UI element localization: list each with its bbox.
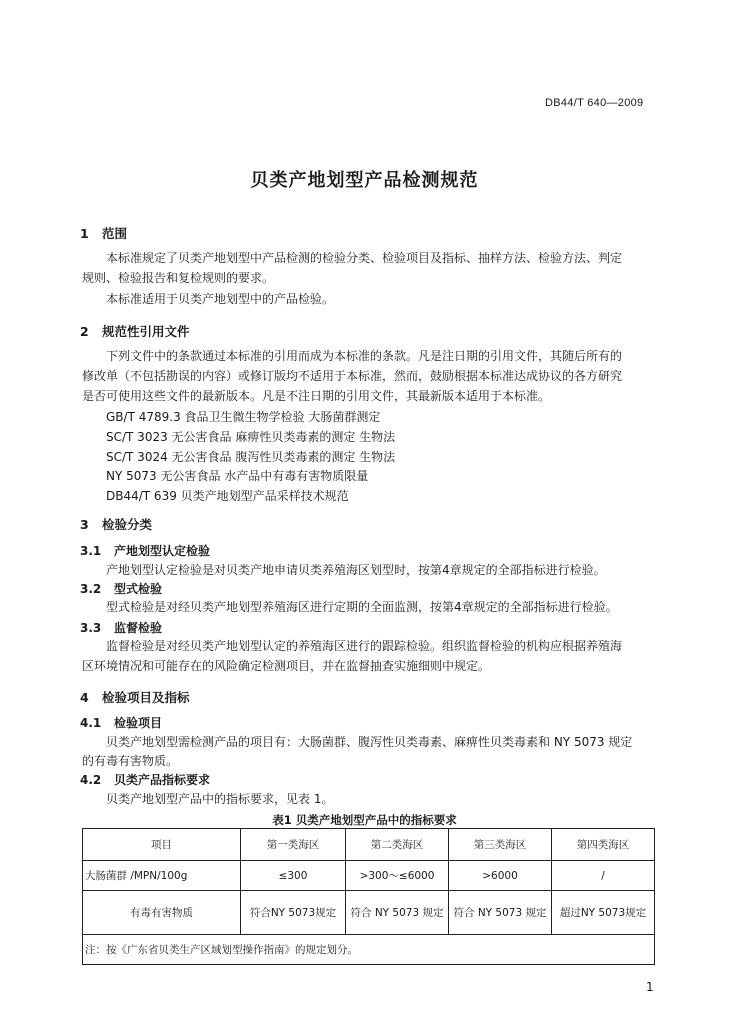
table-caption: 表1 贝类产地划型产品中的指标要求 [272, 813, 457, 827]
table-header-row [83, 829, 655, 861]
paragraph-line: 的有毒有害物质。 [82, 754, 179, 768]
table-note-row [83, 935, 655, 965]
table-cell: 符合NY 5073规定 [241, 891, 346, 935]
section-title: 规范性引用文件 [102, 324, 190, 339]
table-row [83, 891, 655, 935]
table-row [83, 861, 655, 891]
paragraph-line: 贝类产地划型产品中的指标要求，见表 1。 [106, 792, 334, 806]
section-4-heading [80, 688, 190, 706]
subsection-number: 3.2 [80, 582, 102, 596]
section-number: 2 [80, 324, 89, 339]
paragraph-line: 下列文件中的条款通过本标准的引用而成为本标准的条款。凡是注日期的引用文件，其随后所有的 [106, 349, 623, 363]
table-header-cell: 第三类海区 [449, 829, 552, 861]
table-header-cell: 项目 [83, 829, 241, 861]
paragraph-line: 修改单（不包括勘误的内容）或修订版均不适用于本标准，然而，鼓励根据本标准达成协议的各方研究 [82, 369, 623, 383]
subsection-title: 产地划型认定检验 [114, 544, 211, 558]
subsection-number: 3.1 [80, 544, 102, 558]
table-cell: >6000 [449, 861, 552, 891]
paragraph-line: 产地划型认定检验是对贝类产地申请贝类养殖海区划型时，按第4章规定的全部指标进行检验。 [106, 563, 606, 577]
table-cell: ≤300 [241, 861, 346, 891]
subsection-title: 贝类产品指标要求 [114, 773, 211, 787]
subsection-3-2-heading [80, 580, 162, 597]
section-title: 检验分类 [102, 517, 153, 532]
section-number: 4 [80, 690, 89, 705]
subsection-number: 4.1 [80, 716, 102, 730]
subsection-title: 型式检验 [114, 582, 163, 596]
standard-code: DB44/T 640—2009 [545, 97, 644, 109]
subsection-title: 检验项目 [114, 716, 163, 730]
table-cell: 有毒有害物质 [83, 891, 241, 935]
section-number: 1 [80, 226, 89, 241]
paragraph-line: 监督检验是对经贝类产地划型认定的养殖海区进行的跟踪检验。组织监督检验的机构应根据养殖海 [106, 639, 623, 653]
subsection-number: 3.3 [80, 621, 102, 635]
reference-item: NY 5073 无公害食品 水产品中有毒有害物质限量 [106, 469, 369, 483]
subsection-number: 4.2 [80, 773, 102, 787]
reference-item: SC/T 3024 无公害食品 腹泻性贝类毒素的测定 生物法 [106, 450, 396, 464]
table-note: 注：按《广东省贝类生产区域划型操作指南》的规定划分。 [83, 935, 655, 965]
section-2-heading [80, 322, 190, 340]
paragraph-line: 本标准适用于贝类产地划型中的产品检验。 [106, 292, 335, 306]
subsection-3-1-heading [80, 542, 210, 559]
table-cell: / [552, 861, 655, 891]
table-cell: 大肠菌群 /MPN/100g [83, 861, 241, 891]
table-cell: 符合 NY 5073 规定 [346, 891, 449, 935]
paragraph-line: 型式检验是对经贝类产地划型养殖海区进行定期的全面监测，按第4章规定的全部指标进行检验。 [106, 600, 618, 614]
paragraph-line: 贝类产地划型需检测产品的项目有：大肠菌群、腹泻性贝类毒素、麻痹性贝类毒素和 NY 5073 规定 [106, 735, 633, 749]
table-cell: >300～≤6000 [346, 861, 449, 891]
table-header-cell: 第四类海区 [552, 829, 655, 861]
paragraph-line: 区环境情况和可能存在的风险确定检测项目，并在监督抽查实施细则中规定。 [82, 659, 491, 673]
page-number: 1 [646, 980, 654, 994]
paragraph-line: 本标准规定了贝类产地划型中产品检测的检验分类、检验项目及指标、抽样方法、检验方法、判定 [106, 251, 623, 265]
paragraph-line: 是否可使用这些文件的最新版本。凡是不注日期的引用文件，其最新版本适用于本标准。 [82, 389, 551, 403]
paragraph-line: 规则、检验报告和复检规则的要求。 [82, 271, 275, 285]
document-title: 贝类产地划型产品检测规范 [250, 170, 479, 191]
reference-item: SC/T 3023 无公害食品 麻痹性贝类毒素的测定 生物法 [106, 430, 396, 444]
reference-item: DB44/T 639 贝类产地划型产品采样技术规范 [106, 489, 349, 503]
section-title: 检验项目及指标 [102, 690, 190, 705]
subsection-4-2-heading [80, 771, 210, 788]
section-title: 范围 [102, 226, 128, 241]
table-header-cell: 第二类海区 [346, 829, 449, 861]
table-header-cell: 第一类海区 [241, 829, 346, 861]
section-number: 3 [80, 517, 89, 532]
section-3-heading [80, 515, 152, 533]
table-cell: 符合 NY 5073 规定 [449, 891, 552, 935]
reference-item: GB/T 4789.3 食品卫生微生物学检验 大肠菌群测定 [106, 410, 381, 424]
spec-table [82, 828, 655, 965]
table-cell: 超过NY 5073规定 [552, 891, 655, 935]
subsection-3-3-heading [80, 619, 162, 636]
subsection-title: 监督检验 [114, 621, 163, 635]
subsection-4-1-heading [80, 714, 162, 731]
section-1-heading [80, 224, 127, 242]
